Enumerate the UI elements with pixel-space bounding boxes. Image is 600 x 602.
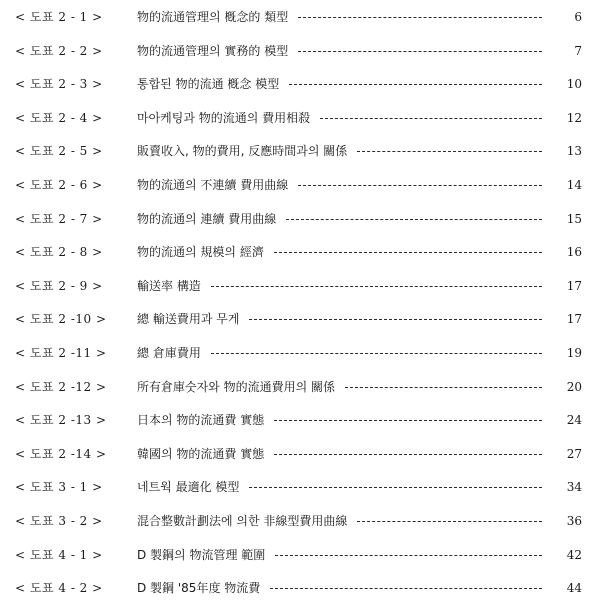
page-number: 17: [566, 278, 582, 293]
page-number: 12: [566, 110, 582, 125]
figure-number: < 도표 2 - 2 >: [15, 43, 103, 58]
page-number: 44: [566, 581, 582, 596]
figure-number: < 도표 2 -10 >: [15, 312, 107, 327]
page-number: 27: [566, 446, 582, 461]
figure-title: 總 倉庫費用: [137, 342, 209, 364]
toc-entry: [0, 476, 600, 498]
figure-title: 輸送率 構造: [137, 275, 209, 297]
dotted-leader: [298, 51, 542, 52]
page-number: 10: [566, 77, 582, 92]
page-number: 36: [566, 514, 582, 528]
figure-number: < 도표 3 - 1 >: [15, 480, 103, 495]
page-number: 19: [566, 346, 582, 360]
figure-title: 日本의 物的流通費 實態: [137, 409, 272, 431]
figure-number: < 도표 2 - 7 >: [15, 211, 103, 226]
toc-entry: [0, 443, 600, 465]
figure-number: < 도표 2 -13 >: [15, 413, 107, 428]
figure-number: < 도표 2 - 9 >: [15, 278, 103, 293]
toc-entry: [0, 107, 600, 129]
page-number: 14: [566, 178, 582, 192]
toc-entry: [0, 275, 600, 297]
figure-number: < 도표 2 - 5 >: [15, 144, 103, 159]
figure-title: 物的流通管理의 槪念的 類型: [137, 6, 296, 28]
figure-title: D 製鋼의 物流管理 範圍: [137, 544, 273, 566]
page-number: 13: [566, 144, 582, 159]
dotted-leader: [345, 387, 542, 388]
figure-title: 마아케팅과 物的流通의 費用相殺: [137, 107, 318, 129]
dotted-leader: [274, 420, 542, 421]
toc-entry: [0, 174, 600, 196]
dotted-leader: [275, 555, 542, 556]
figure-number: < 도표 3 - 2 >: [15, 514, 103, 528]
dotted-leader: [298, 17, 542, 18]
dotted-leader: [211, 353, 542, 354]
toc-entry: [0, 577, 600, 599]
page-number: 24: [566, 413, 582, 428]
figure-number: < 도표 2 - 8 >: [15, 245, 103, 260]
figure-number: < 도표 2 - 3 >: [15, 77, 103, 92]
figure-title: D 製鋼 '85年度 物流費: [137, 577, 268, 599]
page-number: 15: [566, 211, 582, 226]
page-number: 16: [566, 245, 582, 260]
dotted-leader: [249, 487, 542, 488]
page-number: 42: [566, 547, 582, 562]
page-number: 17: [566, 312, 582, 327]
figure-title: 통합된 物的流通 槪念 模型: [137, 73, 287, 95]
dotted-leader: [270, 588, 542, 589]
toc-entry: [0, 376, 600, 398]
dotted-leader: [357, 151, 542, 152]
dotted-leader: [249, 319, 542, 320]
figure-title: 物的流通의 不連續 費用曲線: [137, 174, 296, 196]
figure-title: 物的流通管理의 實務的 模型: [137, 40, 296, 62]
figure-title: 所有倉庫숫자와 物的流通費用의 關係: [137, 376, 343, 398]
figure-title: 네트웍 最適化 模型: [137, 476, 247, 498]
dotted-leader: [298, 185, 542, 186]
toc-entry: [0, 40, 600, 62]
figure-title: 物的流通의 規模의 經濟: [137, 241, 272, 263]
figure-title: 販賣收入, 物的費用, 反應時間과의 關係: [137, 140, 355, 162]
toc-entry: [0, 140, 600, 162]
figure-number: < 도표 2 -14 >: [15, 446, 107, 461]
page-number: 6: [574, 10, 582, 24]
toc-entry: [0, 342, 600, 364]
page-number: 20: [566, 379, 582, 394]
figure-number: < 도표 2 -11 >: [15, 346, 107, 360]
toc-entry: [0, 6, 600, 28]
dotted-leader: [211, 286, 542, 287]
figure-title: 混合整數計劃法에 의한 非線型費用曲線: [137, 510, 355, 532]
figure-title: 物的流通의 連續 費用曲線: [137, 208, 284, 230]
figure-title: 總 輸送費用과 무게: [137, 308, 247, 330]
toc-entry: [0, 73, 600, 95]
toc-entry: [0, 544, 600, 566]
figure-number: < 도표 2 - 6 >: [15, 178, 103, 192]
page-number: 34: [566, 480, 582, 495]
figure-number: < 도표 4 - 1 >: [15, 547, 103, 562]
dotted-leader: [357, 521, 542, 522]
toc-entry: [0, 241, 600, 263]
toc-entry: [0, 409, 600, 431]
figure-number: < 도표 2 -12 >: [15, 379, 107, 394]
toc-entry: [0, 208, 600, 230]
toc-entry: [0, 308, 600, 330]
dotted-leader: [274, 454, 542, 455]
toc-entry: [0, 510, 600, 532]
figure-number: < 도표 2 - 4 >: [15, 110, 103, 125]
dotted-leader: [274, 252, 542, 253]
figure-title: 韓國의 物的流通費 實態: [137, 443, 272, 465]
dotted-leader: [289, 84, 542, 85]
dotted-leader: [286, 219, 542, 220]
page-number: 7: [574, 43, 582, 58]
dotted-leader: [320, 118, 542, 119]
figure-number: < 도표 4 - 2 >: [15, 581, 103, 596]
figure-number: < 도표 2 - 1 >: [15, 10, 103, 24]
